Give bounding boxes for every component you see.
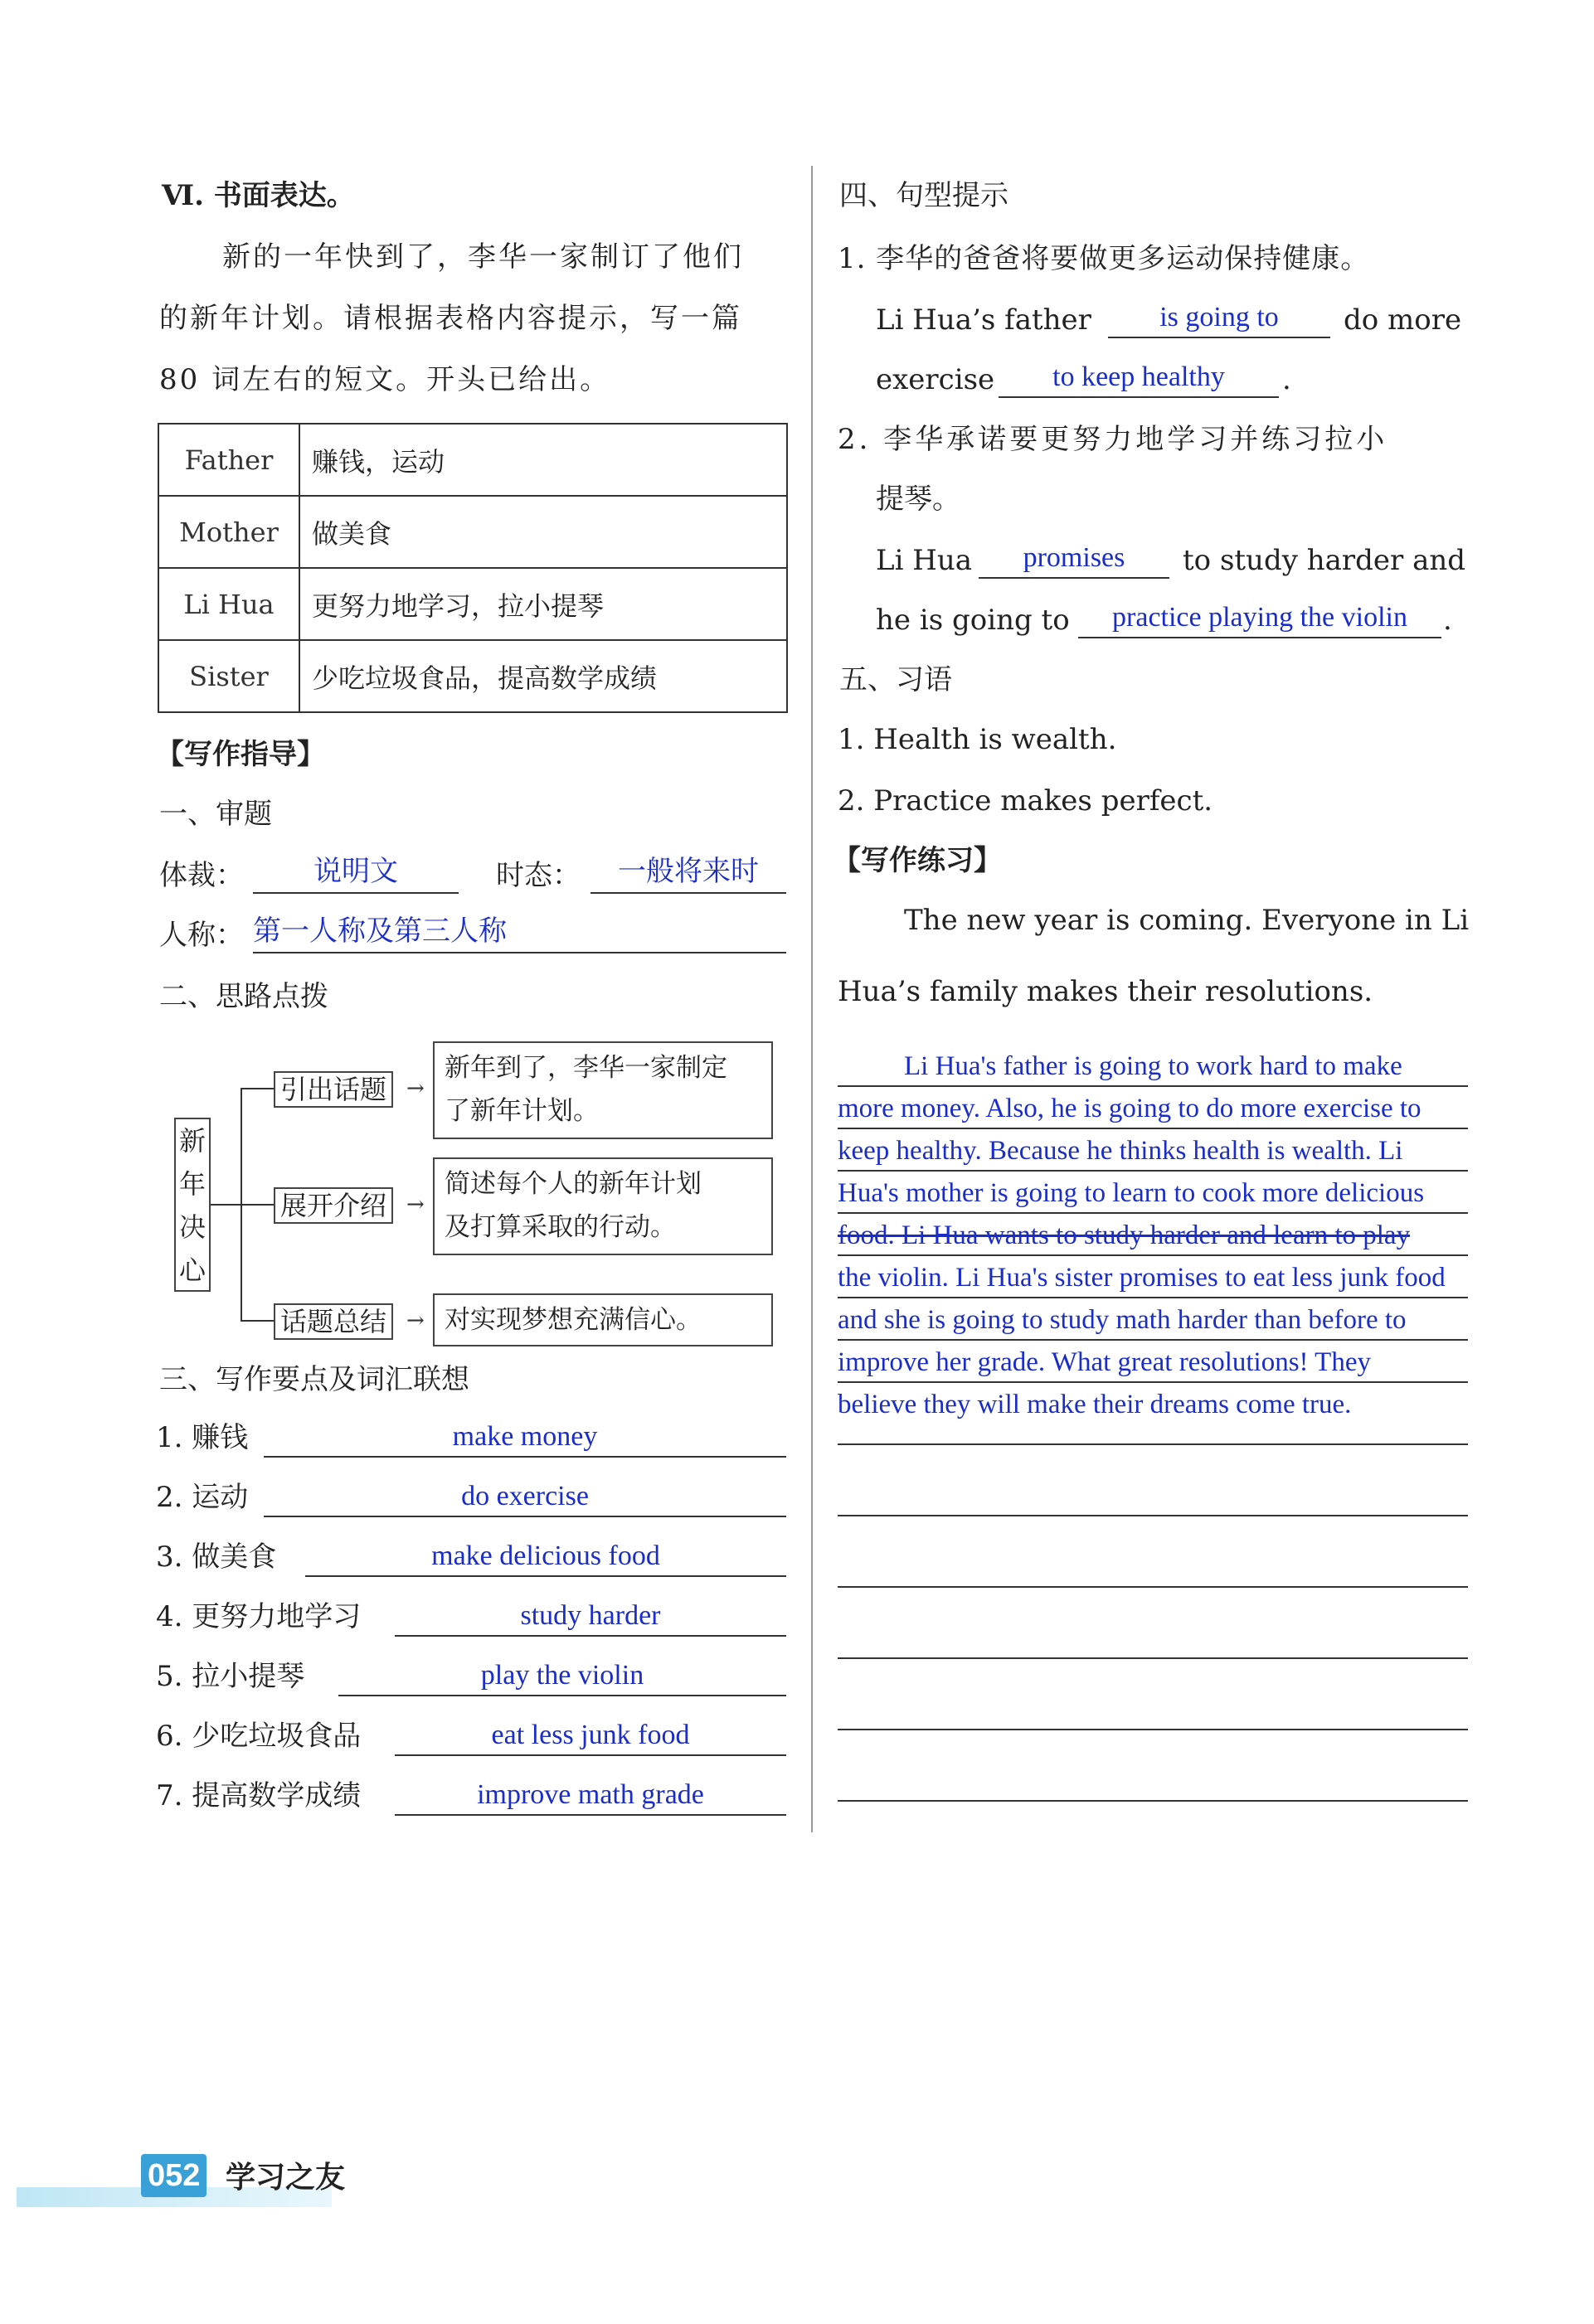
idiom: 2. Practice makes perfect. [838,784,1213,818]
tense-answer: 一般将来时 [618,856,759,887]
mind-root-char: 决 [178,1211,206,1243]
mind-detail-box [433,1293,773,1346]
vocab-blank[interactable] [395,1594,786,1637]
vocab-prompt: 4. 更努力地学习 [156,1600,362,1633]
vocab-blank[interactable] [395,1773,786,1816]
essay-text: and she is going to study math harder than before to [838,1305,1407,1335]
mind-branch-label: 话题总结 [274,1303,393,1340]
vocab-answer: make money [452,1421,598,1452]
person-cell: Mother [158,496,299,568]
page-number: 052 [141,2154,207,2197]
essay-text: food. Li Hua wants to study harder and learn to play [838,1220,1411,1250]
q1-answer-1: is going to [1159,302,1279,332]
person-cell: Father [158,424,299,496]
vocab-prompt: 1. 赚钱 [156,1421,249,1454]
vocab-prompt: 6. 少吃垃圾食品 [156,1720,362,1753]
s2-title: 二、思路点拨 [159,980,328,1013]
prompt-line-1: 新的一年快到了，李华一家制订了他们 [222,240,744,274]
essay-line[interactable] [838,1339,1468,1383]
s4-title: 四、句型提示 [839,179,1008,212]
s5-title: 五、习语 [839,663,952,696]
q2-chinese-2: 提琴。 [876,483,960,516]
essay-line[interactable] [838,1254,1468,1298]
vocab-answer: play the violin [480,1660,644,1691]
person-label: 人称： [159,919,244,952]
vocab-blank[interactable] [395,1713,786,1756]
q1-blank-2[interactable] [999,355,1279,398]
q1-text-b: do more [1344,303,1462,337]
table-row [158,568,787,640]
prompt-line-2: 的新年计划。请根据表格内容提示，写一篇 [159,302,742,335]
essay-line[interactable] [838,1043,1468,1087]
task-cell: 做美食 [299,496,787,568]
arrow-right-icon: → [406,1308,425,1333]
vocab-prompt: 2. 运动 [156,1481,249,1514]
essay-line[interactable] [838,1212,1468,1256]
q1-blank-1[interactable] [1108,295,1330,338]
empty-writing-line[interactable] [838,1615,1468,1659]
q2-text-b: to study harder and [1183,544,1466,577]
mind-root-char: 新 [178,1125,206,1157]
q2-text-c: he is going to [876,604,1070,637]
essay-line[interactable] [838,1170,1468,1214]
mind-root [174,1118,211,1292]
empty-writing-line[interactable] [838,1473,1468,1516]
essay-text: more money. Also, he is going to do more exercise to [838,1094,1421,1123]
essay-line[interactable] [838,1128,1468,1172]
essay-text: believe they will make their dreams come true. [838,1390,1352,1419]
q1-text-a: Li Hua’s father [876,303,1091,337]
empty-writing-line[interactable] [838,1401,1468,1445]
mind-detail-box [433,1157,773,1255]
mind-detail-line: 简述每个人的新年计划 [445,1169,702,1199]
vocab-answer: make delicious food [431,1540,660,1571]
essay-text: Hua's mother is going to learn to cook more delicious [838,1178,1425,1208]
q2-blank-2[interactable] [1078,595,1441,638]
empty-writing-line[interactable] [838,1544,1468,1588]
essay-start-2: Hua’s family makes their resolutions. [838,975,1373,1008]
person-blank[interactable] [253,914,786,953]
mind-connector [241,1204,274,1206]
vocab-prompt: 7. 提高数学成绩 [156,1779,362,1812]
vocab-blank[interactable] [264,1474,786,1517]
empty-writing-line[interactable] [838,1758,1468,1802]
mind-root-char: 心 [178,1254,206,1286]
vocab-blank[interactable] [264,1414,786,1458]
tense-label: 时态： [496,859,581,892]
person-cell: Li Hua [158,568,299,640]
arrow-right-icon: → [406,1192,425,1217]
task-cell: 少吃垃圾食品，提高数学成绩 [299,640,787,712]
section-title: Ⅵ. 书面表达。 [162,179,355,212]
s3-title: 三、写作要点及词汇联想 [159,1363,469,1396]
empty-writing-line[interactable] [838,1686,1468,1730]
essay-text: improve her grade. What great resolutions! They [838,1347,1371,1377]
mind-detail-line: 新年到了，李华一家制定 [445,1053,727,1083]
mind-root-char: 年 [178,1168,206,1200]
table-row [158,640,787,712]
person-cell: Sister [158,640,299,712]
q2-chinese-1: 2. 李华承诺要更努力地学习并练习拉小 [838,423,1388,456]
s1-title: 一、审题 [159,798,272,831]
q1-chinese: 1. 李华的爸爸将要做更多运动保持健康。 [838,242,1370,275]
vocab-answer: eat less junk food [491,1720,690,1750]
vocab-answer: improve math grade [477,1779,704,1810]
essay-line[interactable] [838,1085,1468,1129]
mind-branch-label: 展开介绍 [274,1187,393,1224]
mind-detail-line: 了新年计划。 [445,1096,599,1126]
column-divider [811,166,813,1832]
q1-text-c: exercise [876,363,995,396]
q1-end: . [1282,363,1291,396]
practice-title: 【写作练习】 [833,844,1002,877]
mind-connector [211,1204,241,1206]
prompt-line-3: 80 词左右的短文。开头已给出。 [159,363,611,396]
vocab-answer: study harder [520,1600,661,1631]
essay-text: Li Hua's father is going to work hard to make [904,1051,1402,1081]
mind-detail-line: 及打算采取的行动。 [445,1212,676,1242]
mind-detail-box [433,1041,773,1139]
q2-answer-2: practice playing the violin [1112,602,1407,633]
genre-label: 体裁： [159,859,244,892]
table-row [158,424,787,496]
vocab-blank[interactable] [338,1653,786,1696]
q2-answer-1: promises [1023,542,1125,573]
vocab-prompt: 3. 做美食 [156,1540,277,1574]
tense-blank[interactable] [590,854,786,894]
person-answer: 第一人称及第三人称 [253,916,507,947]
q2-end: . [1443,604,1452,637]
table-row [158,496,787,568]
mind-branch-label: 引出话题 [274,1071,393,1108]
essay-start-1: The new year is coming. Everyone in Li [904,904,1470,937]
plan-table [158,423,788,713]
vocab-blank[interactable] [305,1534,786,1577]
vocab-answer: do exercise [461,1481,589,1511]
task-cell: 赚钱，运动 [299,424,787,496]
task-cell: 更努力地学习，拉小提琴 [299,568,787,640]
mind-connector [241,1320,274,1322]
brand-logo: 学习之友 [226,2160,346,2195]
essay-text: the violin. Li Hua's sister promises to eat less junk food [838,1263,1446,1293]
guide-title: 【写作指导】 [156,738,325,771]
q1-answer-2: to keep healthy [1052,361,1225,392]
q2-blank-1[interactable] [979,536,1169,579]
mind-connector [241,1088,274,1089]
q2-text-a: Li Hua [876,544,973,577]
arrow-right-icon: → [406,1076,425,1101]
genre-blank[interactable] [253,854,459,894]
genre-answer: 说明文 [313,856,398,887]
mind-detail-line: 对实现梦想充满信心。 [445,1305,702,1335]
idiom: 1. Health is wealth. [838,723,1117,756]
essay-text: keep healthy. Because he thinks health is wealth. Li [838,1136,1403,1166]
vocab-prompt: 5. 拉小提琴 [156,1660,305,1693]
essay-line[interactable] [838,1297,1468,1341]
